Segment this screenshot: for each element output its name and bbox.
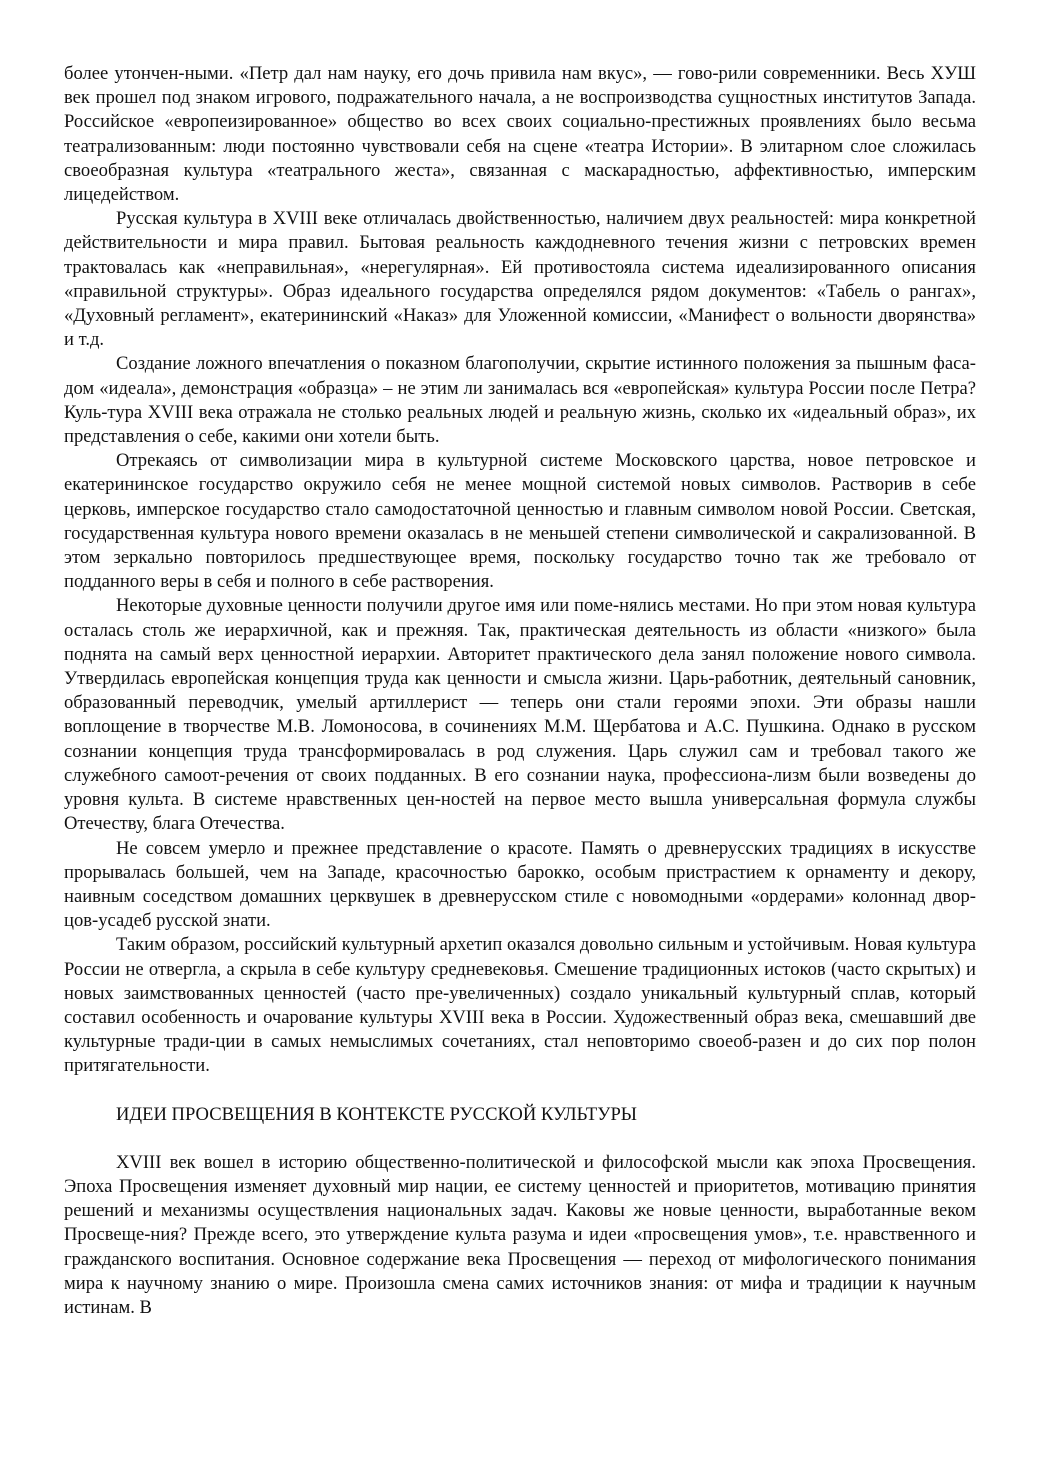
paragraph-false-impression: Создание ложного впечатления о показном благополучии, скрытие истинного положения за пышным фаса-дом «идеала», демонстрация «образца» – не этим ли занималась вся «европейская» культура России после Петра? Куль-тура XVIII века отражала не столько реальных людей и реальную жизнь, сколько их «идеальный образ», их представления о себе, какими они хотели быть. [64,353,976,448]
document-page [64,62,976,1320]
paragraph-continued: более утончен-ными. «Петр дал нам науку, его дочь привила нам вкус», — гово-рили современники. Весь ХУШ век прошел под знаком игрового, подражательного начала, а не воспроизводства сущностных институтов Запада. Российское «европеизированное» общество во всех своих социально-престижных проявлениях было весьма театрализованным: люди постоянно чувствовали себя на сцене «театра Истории». В элитарном слое сложилась своеобразная культура «театрального жеста», связанная с маскарадностью, аффективностью, имперским лицедейством. [64,63,976,206]
paragraph-dual-reality: Русская культура в XVIII веке отличалась двойственностью, наличием двух реальностей: мира конкретной действительности и мира правил. Бытовая реальность каждодневного течения жизни с петровских времен трактовалась как «неправильная», «нерегулярная». Ей противостояла система идеализированного описания «правильной структуры». Образ идеального государства определялся рядом документов: «Табель о рангах», «Духовный регламент», екатерининский «Наказ» для Уложенной комиссии, «Манифест о вольности дворянства» и т.д. [64,208,976,351]
paragraph-state-symbols: Отрекаясь от символизации мира в культурной системе Московского царства, новое петровское и екатерининское государство окружило себя не менее мощной системой новых символов. Растворив в себе церковь, имперское государство стало самодостаточной ценностью и главным символом новой России. Светская, государственная культура нового времени оказалась в не меньшей степени символической и сакрализованной. В этом зеркально повторилось предшествующее время, поскольку государство точно так же требовало от подданного веры в себя и полного в себе растворения. [64,450,976,593]
paragraph-spiritual-values: Некоторые духовные ценности получили другое имя или поме-нялись местами. Но при этом новая культура осталась столь же иерархичной, как и прежняя. Так, практическая деятельность из области «низкого» была поднята на самый верх ценностной иерархии. Авторитет практического дела занял положение нового символа. Утвердилась европейская концепция труда как ценности и смысла жизни. Царь-работник, деятельный сановник, образованный переводчик, умелый артиллерист — теперь они стали героями эпохи. Эти образы нашли воплощение в творчестве М.В. Ломоносова, в сочинениях М.М. Щербатова и А.С. Пушкина. Однако в русском сознании концепция труда трансформировалась в род служения. Царь служил сам и требовал такого же служебного самоот-речения от своих подданных. В его сознании наука, профессиона-лизм были возведены до уровня культа. В системе нравственных цен-ностей на первое место вышла универсальная формула службы Отечеству, блага Отечества. [64,595,976,835]
paragraph-beauty: Не совсем умерло и прежнее представление о красоте. Память о древнерусских традициях в искусстве прорывалась большей, чем на Западе, красочностью барокко, особым пристрастием к орнаменту и декору, наивным соседством домашних церквушек в древнерусском стиле с новомодными «ордерами» колоннад двор-цов-усадеб русской знати. [64,837,976,932]
section-heading: ИДЕИ ПРОСВЕЩЕНИЯ В КОНТЕКСТЕ РУССКОЙ КУЛЬТУРЫ [116,1103,637,1125]
paragraph-archetype: Таким образом, российский культурный архетип оказался довольно сильным и устойчивым. Новая культура России не отвергла, а скрыла в себе культуру средневековья. Смешение традиционных истоков (часто скрытых) и новых заимствованных ценностей (часто пре-увеличенных) создало уникальный культурный сплав, который составил особенность и очарование культуры XVIII века в России. Художественный образ века, смешавший две культурные тради-ции в самых немыслимых сочетаниях, стал неповторимо своеоб-разен и до сих пор полон притягательности. [64,934,976,1077]
paragraph-enlightenment: XVIII век вошел в историю общественно-политической и философской мысли как эпоха Просвещения. Эпоха Просвещения изменяет духовный мир нации, ее систему ценностей и приоритетов, мотивацию принятия решений и механизмы осуществления национальных задач. Каковы же новые ценности, выработанные веком Просвеще-ния? Прежде всего, это утверждение культа разума и идеи «просвещения умов», т.е. нравственного и гражданского воспитания. Основное содержание века Просвещения — переход от мифологического понимания мира к научному знанию о мире. Произошла смена самих источников знания: от мифа и традиции к научным истинам. В [64,1151,976,1318]
